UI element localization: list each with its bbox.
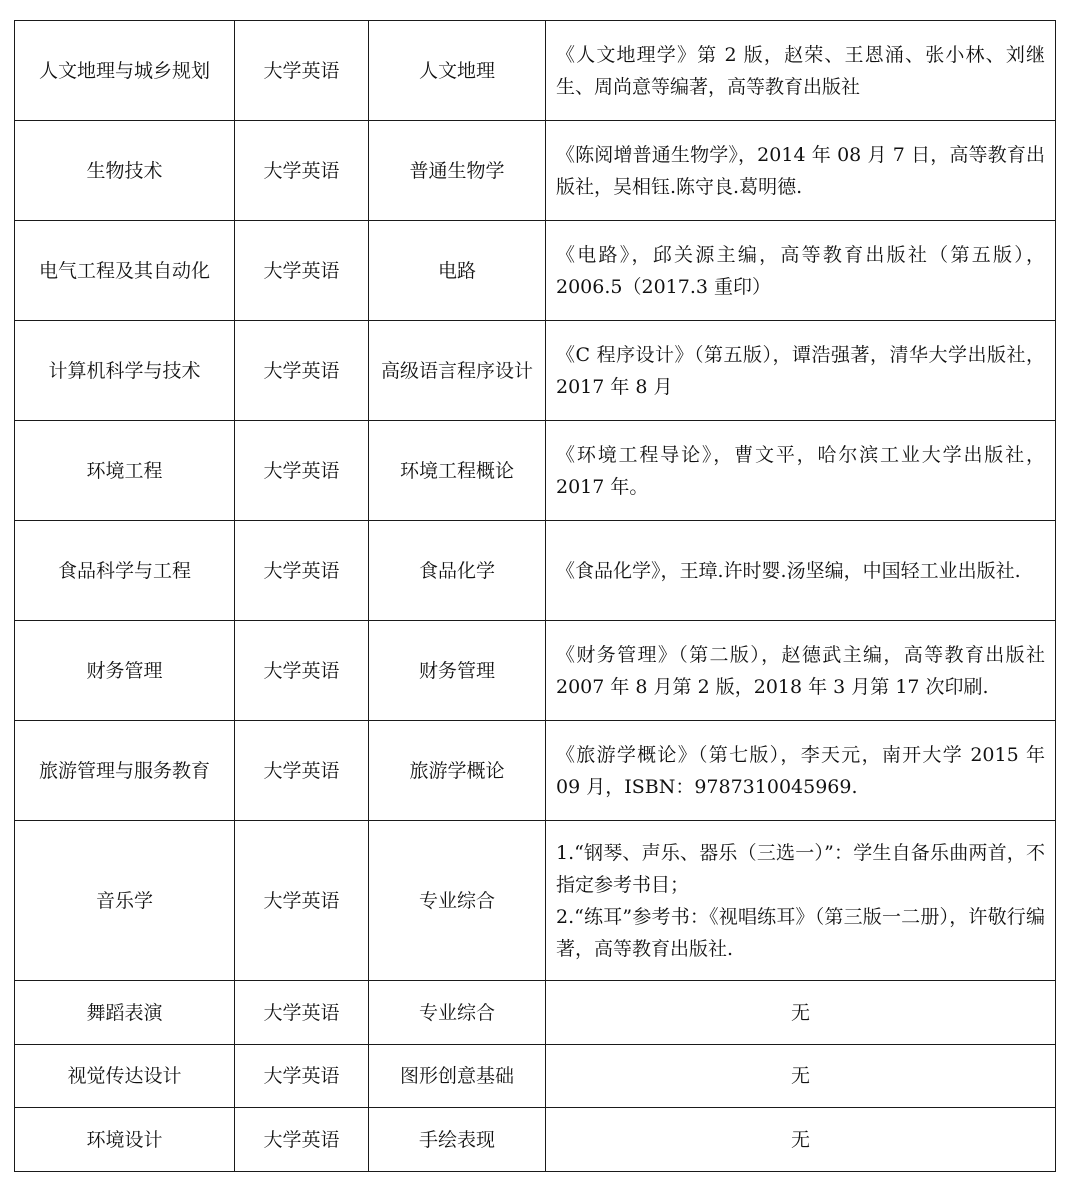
subject1-cell: 大学英语	[235, 821, 369, 981]
subject2-cell: 高级语言程序设计	[369, 321, 546, 421]
reference-text: 《电路》，邱关源主编，高等教育出版社（第五版），2006.5（2017.3 重印）	[556, 243, 1045, 298]
major-cell: 生物技术	[15, 121, 235, 221]
reference-text: 《人文地理学》第 2 版，赵荣、王恩涌、张小林、刘继生、周尚意等编著，高等教育出版社	[556, 43, 1045, 98]
subject2-cell: 财务管理	[369, 621, 546, 721]
reference-text: 1.“钢琴、声乐、器乐（三选一）”：学生自备乐曲两首，不指定参考书目；	[556, 841, 1045, 896]
subject2-cell: 食品化学	[369, 521, 546, 621]
reference-cell	[546, 421, 1056, 521]
major-cell: 财务管理	[15, 621, 235, 721]
subject1-cell: 大学英语	[235, 1045, 369, 1108]
reference-text: 《食品化学》，王璋.许时婴.汤坚编，中国轻工业出版社.	[556, 559, 1021, 582]
table-row	[15, 321, 1056, 421]
table-row	[15, 421, 1056, 521]
major-cell: 旅游管理与服务教育	[15, 721, 235, 821]
reference-cell	[546, 721, 1056, 821]
subject2-cell: 图形创意基础	[369, 1045, 546, 1108]
subject1-cell: 大学英语	[235, 321, 369, 421]
table-row	[15, 221, 1056, 321]
reference-cell	[546, 981, 1056, 1045]
subject2-cell: 普通生物学	[369, 121, 546, 221]
subject2-cell: 专业综合	[369, 821, 546, 981]
subject2-cell: 旅游学概论	[369, 721, 546, 821]
major-cell: 计算机科学与技术	[15, 321, 235, 421]
major-cell: 食品科学与工程	[15, 521, 235, 621]
subject1-cell: 大学英语	[235, 221, 369, 321]
table-row	[15, 21, 1056, 121]
subject2-cell: 人文地理	[369, 21, 546, 121]
major-cell: 电气工程及其自动化	[15, 221, 235, 321]
subject1-cell: 大学英语	[235, 121, 369, 221]
major-cell: 音乐学	[15, 821, 235, 981]
subject1-cell: 大学英语	[235, 521, 369, 621]
reference-text: 《陈阅增普通生物学》，2014 年 08 月 7 日，高等教育出版社，吴相钰.陈守良.葛明德.	[556, 143, 1045, 198]
subject1-cell: 大学英语	[235, 621, 369, 721]
table-row	[15, 1045, 1056, 1108]
major-cell: 视觉传达设计	[15, 1045, 235, 1108]
reference-text: 《环境工程导论》，曹文平，哈尔滨工业大学出版社，2017 年。	[556, 443, 1045, 498]
table-row	[15, 721, 1056, 821]
table-row	[15, 1108, 1056, 1172]
subject2-cell: 手绘表现	[369, 1108, 546, 1172]
major-cell: 环境工程	[15, 421, 235, 521]
reference-text: 《C 程序设计》（第五版），谭浩强著，清华大学出版社，2017 年 8 月	[556, 343, 1045, 398]
subject2-cell: 专业综合	[369, 981, 546, 1045]
major-cell: 舞蹈表演	[15, 981, 235, 1045]
reference-cell	[546, 21, 1056, 121]
subject1-cell: 大学英语	[235, 981, 369, 1045]
reference-text: 无	[790, 1001, 810, 1024]
reference-text: 《旅游学概论》（第七版），李天元，南开大学 2015 年 09 月，ISBN：9787310045969.	[556, 743, 1045, 798]
table-row	[15, 821, 1056, 981]
reference-cell	[546, 1108, 1056, 1172]
major-cell: 环境设计	[15, 1108, 235, 1172]
subject1-cell: 大学英语	[235, 1108, 369, 1172]
table-row	[15, 621, 1056, 721]
reference-text: 无	[790, 1065, 810, 1087]
reference-cell	[546, 221, 1056, 321]
reference-text: 《财务管理》（第二版），赵德武主编，高等教育出版社 2007 年 8 月第 2 版，2018 年 3 月第 17 次印刷.	[556, 643, 1045, 698]
subject1-cell: 大学英语	[235, 421, 369, 521]
table-row	[15, 521, 1056, 621]
reference-books-table	[14, 20, 1056, 1172]
reference-cell	[546, 621, 1056, 721]
table-row	[15, 981, 1056, 1045]
reference-cell	[546, 121, 1056, 221]
reference-text: 无	[790, 1128, 810, 1151]
major-cell: 人文地理与城乡规划	[15, 21, 235, 121]
reference-cell	[546, 1045, 1056, 1108]
reference-text: 2.“练耳”参考书：《视唱练耳》（第三版一二册），许敬行编著，高等教育出版社.	[556, 905, 1045, 960]
subject1-cell: 大学英语	[235, 21, 369, 121]
table-row	[15, 121, 1056, 221]
subject2-cell: 环境工程概论	[369, 421, 546, 521]
reference-cell	[546, 521, 1056, 621]
subject2-cell: 电路	[369, 221, 546, 321]
subject1-cell: 大学英语	[235, 721, 369, 821]
reference-cell	[546, 321, 1056, 421]
reference-cell	[546, 821, 1056, 981]
